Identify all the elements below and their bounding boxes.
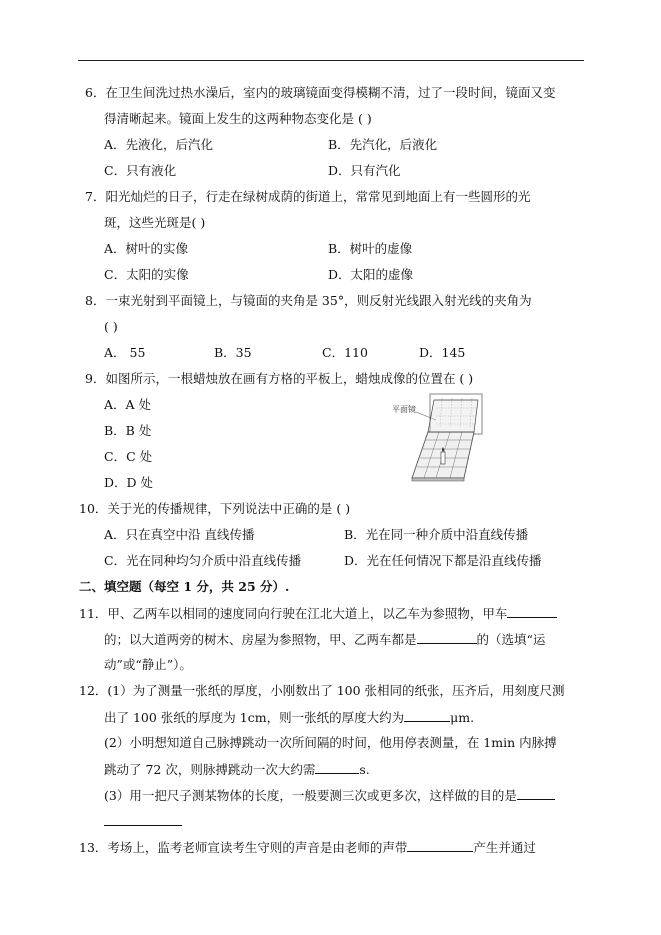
q12-blank-3b bbox=[104, 813, 182, 826]
q6-option-a: A．先液化，后汽化 bbox=[104, 137, 214, 152]
q9-option-b: B．B 处 bbox=[104, 423, 152, 438]
section2-heading: 二、填空题（每空 1 分，共 25 分）. bbox=[79, 579, 290, 594]
q13-line1-text-a: 13．考场上，监考老师宣读考生守则的声音是由老师的声带 bbox=[79, 840, 408, 855]
q12-line3: (2）小明想知道自己脉搏跳动一次所间隔的时间，他用停表测量，在 1min 内脉搏 bbox=[104, 735, 557, 750]
q9-plane-mirror-figure bbox=[394, 392, 490, 482]
q12-line6 bbox=[104, 813, 182, 830]
q6-option-d: D．只有汽化 bbox=[328, 163, 401, 178]
q13-blank-1 bbox=[407, 839, 473, 852]
q9-option-a: A．A 处 bbox=[104, 397, 152, 412]
q11-line1 bbox=[79, 605, 557, 622]
q6-stem-line1: 6．在卫生间洗过热水澡后，室内的玻璃镜面变得模糊不清，过了一段时间，镜面又变 bbox=[85, 85, 556, 100]
q10-option-a: A．只在真空中沿 直线传播 bbox=[104, 527, 255, 542]
q11-line2-text-b: 的（选填“运 bbox=[476, 632, 546, 647]
q12-line4-text-b: s. bbox=[359, 762, 370, 777]
q9-option-c: C．C 处 bbox=[104, 449, 153, 464]
q8-option-a: A． 55 bbox=[104, 345, 146, 360]
q13-line1-text-b: 产生并通过 bbox=[473, 840, 536, 855]
q12-line4 bbox=[104, 761, 370, 778]
q9-stem-line1: 9．如图所示，一根蜡烛放在画有方格的平板上，蜡烛成像的位置在 ( ) bbox=[85, 371, 474, 386]
q8-stem-line1: 8．一束光射到平面镜上，与镜面的夹角是 35°，则反射光线跟入射光线的夹角为 bbox=[85, 293, 532, 308]
q12-blank-2 bbox=[315, 761, 359, 774]
header-rule bbox=[78, 60, 584, 61]
q8-option-b: B．35 bbox=[214, 345, 252, 360]
q11-blank-1 bbox=[507, 605, 557, 618]
q12-line2-text-a: 出了 100 张纸的厚度为 1cm，则一张纸的厚度大约为 bbox=[104, 710, 405, 725]
q7-stem-line1: 7．阳光灿烂的日子，行走在绿树成荫的街道上，常常见到地面上有一些圆形的光 bbox=[85, 189, 531, 204]
q7-option-d: D．太阳的虚像 bbox=[328, 267, 414, 282]
q7-option-b: B．树叶的虚像 bbox=[328, 241, 413, 256]
q7-stem-line2: 斑，这些光斑是( ) bbox=[104, 215, 206, 230]
q6-stem-line2: 得清晰起来。镜面上发生的这两种物态变化是 ( ) bbox=[104, 111, 372, 126]
q11-line2 bbox=[104, 631, 545, 648]
q10-option-b: B．光在同一种介质中沿直线传播 bbox=[344, 527, 529, 542]
q12-blank-1 bbox=[404, 709, 450, 722]
q8-option-c: C．110 bbox=[322, 345, 368, 360]
q12-blank-3a bbox=[517, 787, 555, 800]
q12-line5-text: (3）用一把尺子测某物体的长度，一般要测三次或更多次，这样做的目的是 bbox=[104, 788, 517, 803]
q11-line1-text: 11．甲、乙两车以相同的速度同向行驶在江北大道上，以乙车为参照物，甲车 bbox=[79, 606, 508, 621]
q13-line1 bbox=[79, 839, 536, 856]
q12-line2 bbox=[104, 709, 474, 726]
q7-option-c: C．太阳的实像 bbox=[104, 267, 189, 282]
q11-line2-text-a: 的；以大道两旁的树木、房屋为参照物，甲、乙两车都是 bbox=[104, 632, 417, 647]
q10-option-d: D．光在任何情况下都是沿直线传播 bbox=[344, 553, 542, 568]
q7-option-a: A．树叶的实像 bbox=[104, 241, 189, 256]
q12-line5 bbox=[104, 787, 555, 804]
q6-option-b: B．先汽化，后液化 bbox=[328, 137, 438, 152]
q10-option-c: C．光在同种均匀介质中沿直线传播 bbox=[104, 553, 302, 568]
q8-stem-line2: ( ) bbox=[104, 319, 118, 334]
q12-line4-text-a: 跳动了 72 次，则脉搏跳动一次大约需 bbox=[104, 762, 316, 777]
q12-line1: 12．(1）为了测量一张纸的厚度，小刚数出了 100 张相同的纸张，压齐后，用刻度尺测 bbox=[79, 683, 565, 698]
q11-line3: 动”或“静止”）。 bbox=[104, 657, 192, 672]
q9-option-d: D．D 处 bbox=[104, 475, 154, 490]
q6-option-c: C．只有液化 bbox=[104, 163, 177, 178]
q12-line2-text-b: μm. bbox=[450, 710, 475, 725]
q8-option-d: D．145 bbox=[419, 345, 466, 360]
q11-blank-2 bbox=[417, 631, 477, 644]
q10-stem-line1: 10．关于光的传播规律，下列说法中正确的是 ( ) bbox=[79, 501, 351, 516]
q9-figure-label: 平面镜 bbox=[392, 405, 416, 414]
